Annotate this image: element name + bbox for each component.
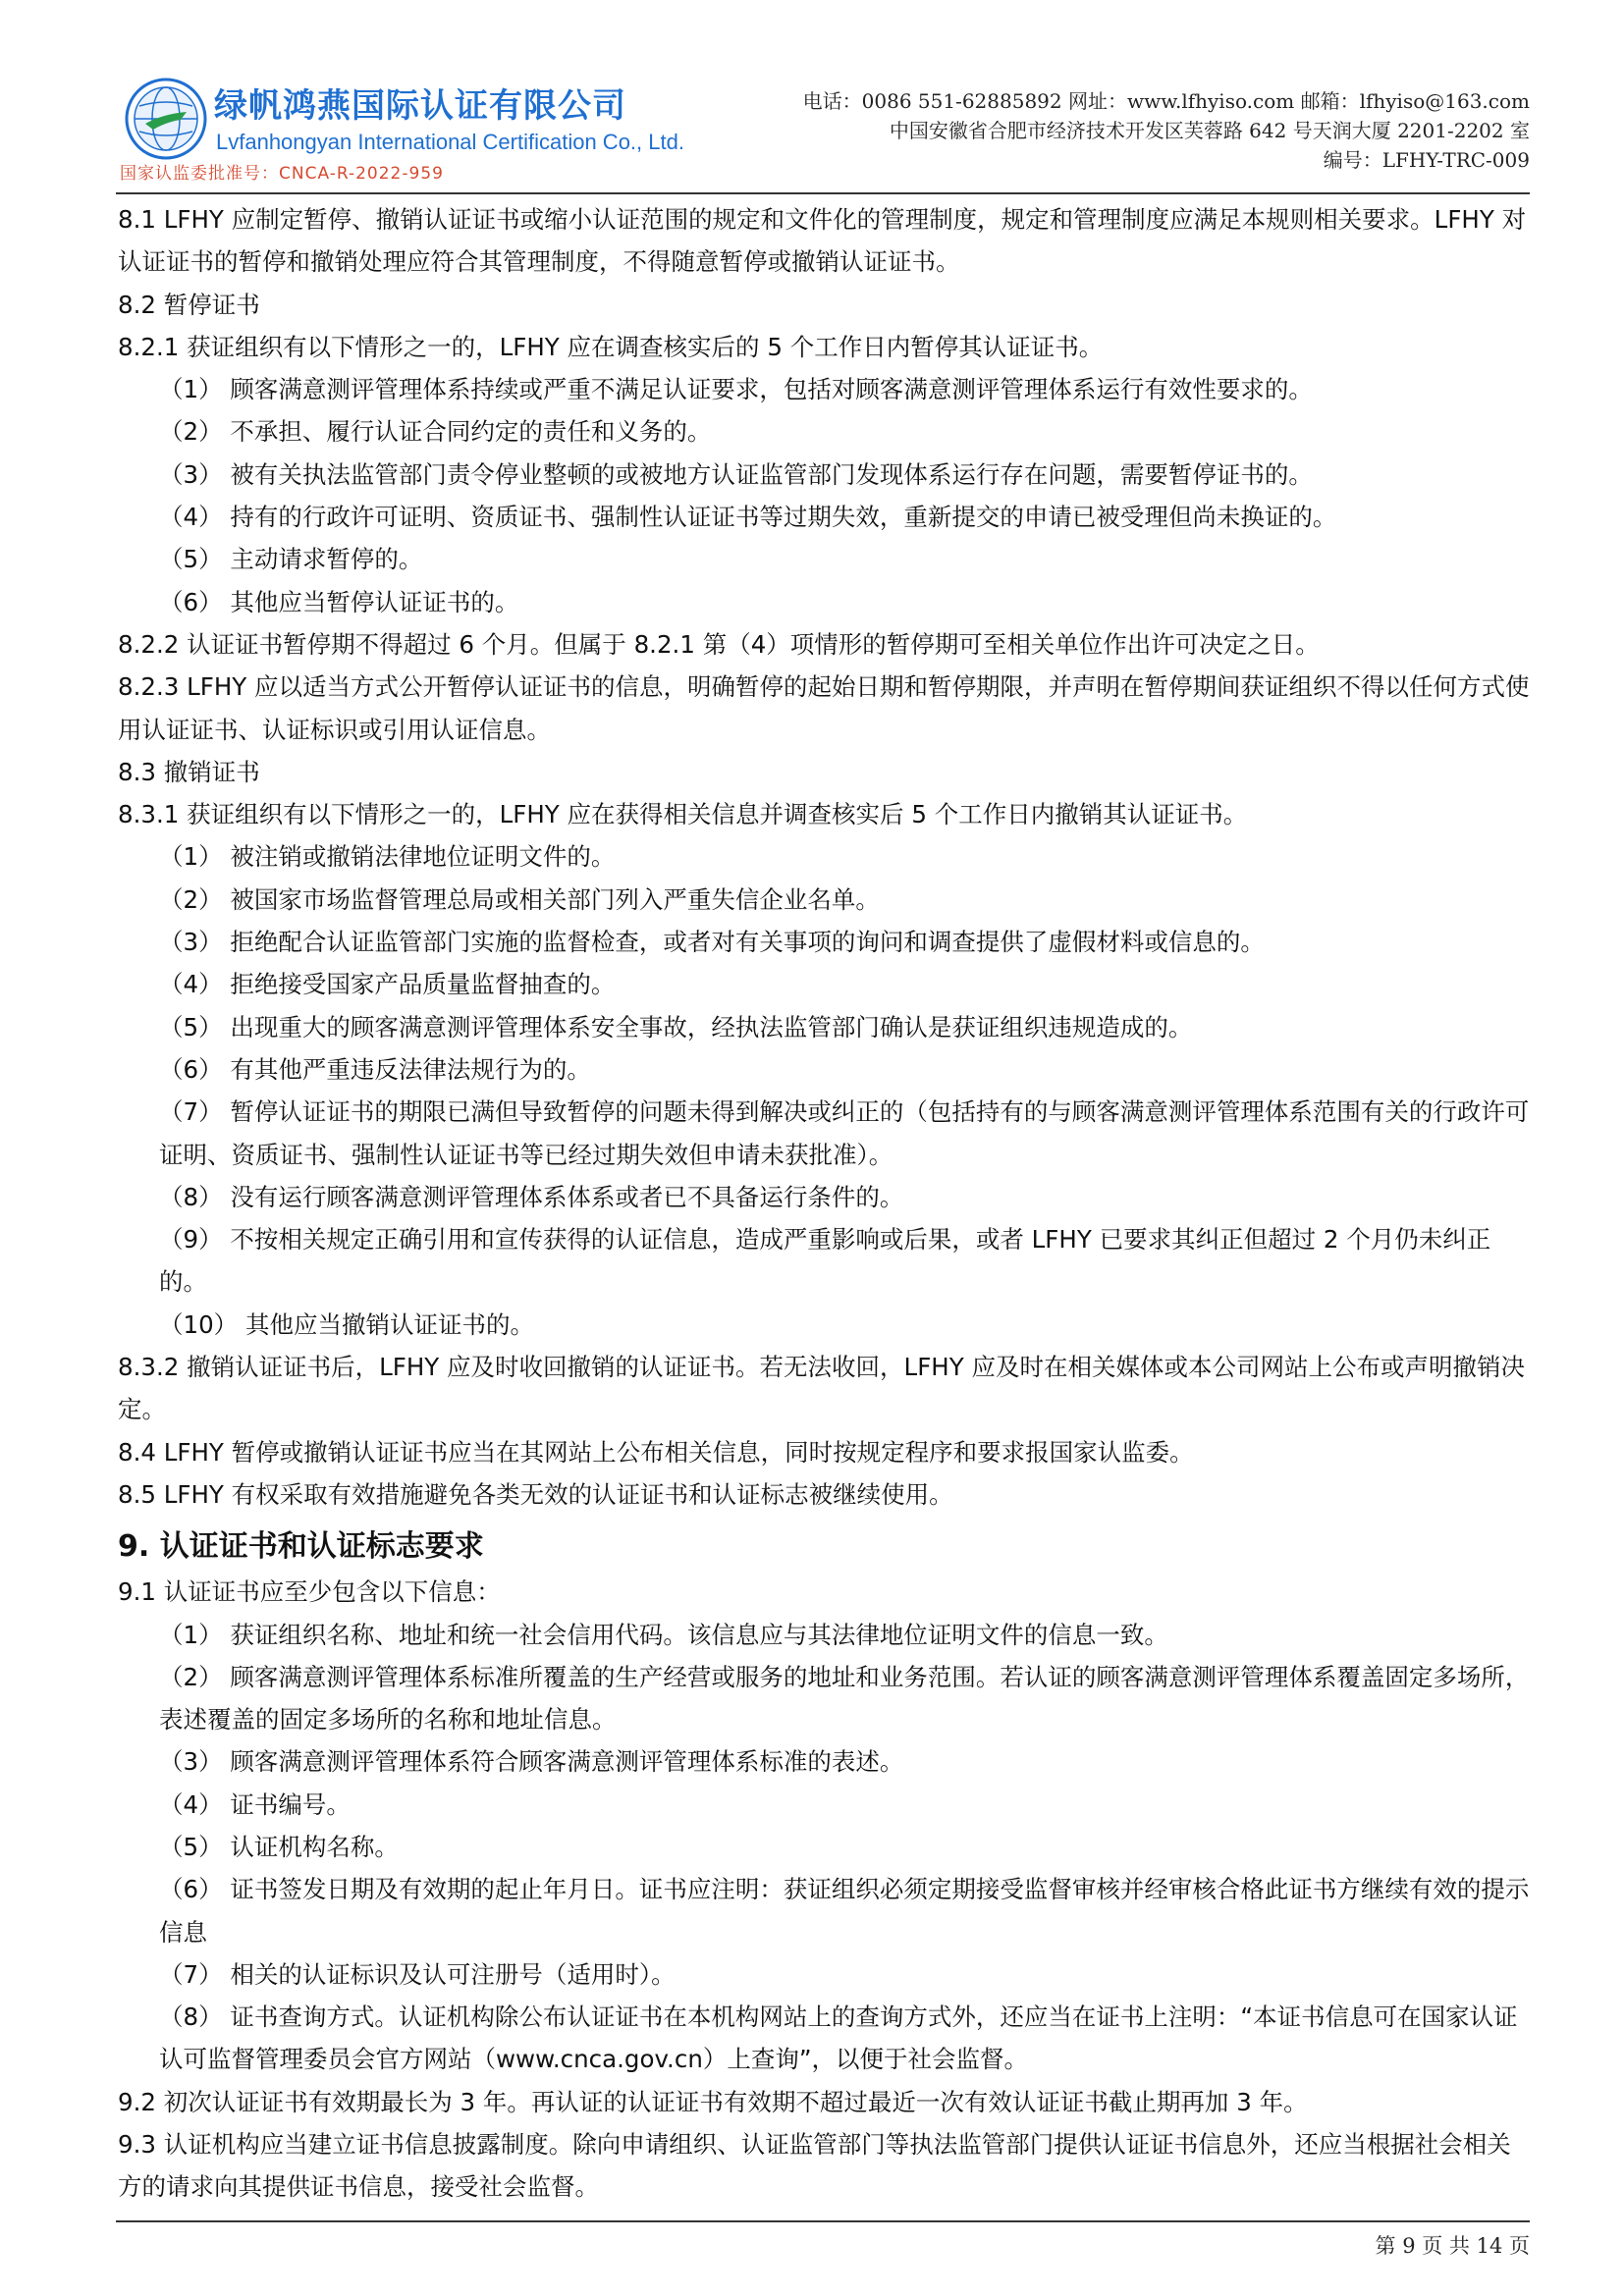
paragraph-8-4: 8.4 LFHY 暂停或撤销认证证书应当在其网站上公布相关信息，同时按规定程序和要求报国家认监委。 bbox=[118, 1437, 1194, 1467]
list-item: （5） 出现重大的顾客满意测评管理体系安全事故，经执法监管部门确认是获证组织违规造成的。 bbox=[159, 1012, 1193, 1041]
list-item: （10） 其他应当撤销认证证书的。 bbox=[159, 1309, 534, 1339]
approval-number: 国家认监委批准号：CNCA-R-2022-959 bbox=[120, 164, 444, 184]
list-item: （6） 其他应当暂停认证证书的。 bbox=[159, 587, 519, 616]
list-item: （4） 持有的行政许可证明、资质证书、强制性认证证书等过期失效，重新提交的申请已被受理但尚未换证的。 bbox=[159, 503, 1337, 532]
paragraph-9-1: 9.1 认证证书应至少包含以下信息： bbox=[118, 1577, 501, 1607]
list-item: （7） 相关的认证标识及认可注册号（适用时）。 bbox=[159, 1959, 676, 1989]
paragraph-8-3-2: 8.3.2 撤销认证证书后，LFHY 应及时收回撤销的认证证书。若无法收回，LFHY 应及时在相关媒体或本公司网站上公布或声明撤销决定。 bbox=[118, 1353, 1525, 1424]
list-item: （1） 被注销或撤销法律地位证明文件的。 bbox=[159, 842, 616, 872]
page-header bbox=[116, 69, 1530, 185]
contact-line-address: 中国安徽省合肥市经济技术开发区芙蓉路 642 号天润大厦 2201-2202 室 bbox=[889, 119, 1530, 142]
section-heading-9: 9. 认证证书和认证标志要求 bbox=[118, 1529, 484, 1565]
list-item: （3） 被有关执法监管部门责令停业整顿的或被地方认证监管部门发现体系运行存在问题，需要暂停证书的。 bbox=[159, 459, 1313, 489]
list-item: （5） 认证机构名称。 bbox=[159, 1832, 399, 1861]
heading-8-3: 8.3 撤销证书 bbox=[118, 757, 260, 786]
document-body bbox=[118, 198, 1530, 2209]
list-item: （6） 证书签发日期及有效期的起止年月日。证书应注明：获证组织必须定期接受监督审核并经审核合格此证书方继续有效的提示信息 bbox=[159, 1875, 1530, 1947]
globe-logo-icon bbox=[124, 77, 208, 161]
contact-line-phone-web-email: 电话：0086 551-62885892 网址：www.lfhyiso.com 邮箱：lfhyiso@163.com bbox=[802, 89, 1530, 113]
paragraph-9-3: 9.3 认证机构应当建立证书信息披露制度。除向申请组织、认证监管部门等执法监管部门提供认证证书信息外，还应当根据社会相关方的请求向其提供证书信息，接受社会监督。 bbox=[118, 2130, 1511, 2202]
list-item: （2） 顾客满意测评管理体系标准所覆盖的生产经营或服务的地址和业务范围。若认证的顾客满意测评管理体系覆盖固定多场所，表述覆盖的固定多场所的名称和地址信息。 bbox=[159, 1662, 1530, 1735]
paragraph-8-5: 8.5 LFHY 有权采取有效措施避免各类无效的认证证书和认证标志被继续使用。 bbox=[118, 1479, 953, 1509]
paragraph-8-2-3: 8.2.3 LFHY 应以适当方式公开暂停认证证书的信息，明确暂停的起始日期和暂停期限，并声明在暂停期间获证组织不得以任何方式使用认证证书、认证标识或引用认证信息。 bbox=[118, 672, 1530, 744]
page-number: 第 9 页 共 14 页 bbox=[1375, 2234, 1530, 2258]
list-item: （2） 被国家市场监督管理总局或相关部门列入严重失信企业名单。 bbox=[159, 884, 880, 914]
list-item: （1） 获证组织名称、地址和统一社会信用代码。该信息应与其法律地位证明文件的信息一致。 bbox=[159, 1620, 1168, 1649]
paragraph-8-2-2: 8.2.2 认证证书暂停期不得超过 6 个月。但属于 8.2.1 第（4）项情形的暂停期可至相关单位作出许可决定之日。 bbox=[118, 629, 1320, 659]
list-item: （9） 不按相关规定正确引用和宣传获得的认证信息，造成严重影响或后果，或者 LFHY 已要求其纠正但超过 2 个月仍未纠正的。 bbox=[159, 1225, 1491, 1297]
list-item: （5） 主动请求暂停的。 bbox=[159, 545, 423, 574]
paragraph-8-3-1: 8.3.1 获证组织有以下情形之一的，LFHY 应在获得相关信息并调查核实后 5 个工作日内撤销其认证证书。 bbox=[118, 800, 1248, 829]
heading-8-2: 8.2 暂停证书 bbox=[118, 290, 260, 319]
list-item: （3） 拒绝配合认证监管部门实施的监督检查，或者对有关事项的询问和调查提供了虚假材料或信息的。 bbox=[159, 928, 1265, 957]
list-item: （7） 暂停认证证书的期限已满但导致暂停的问题未得到解决或纠正的（包括持有的与顾客满意测评管理体系范围有关的行政许可证明、资质证书、强制性认证证书等已经过期失效但申请未获批准）。 bbox=[159, 1097, 1530, 1169]
list-item: （3） 顾客满意测评管理体系符合顾客满意测评管理体系标准的表述。 bbox=[159, 1747, 904, 1777]
list-item: （4） 拒绝接受国家产品质量监督抽查的。 bbox=[159, 970, 616, 999]
contact-info bbox=[803, 86, 1530, 175]
header-divider bbox=[116, 192, 1530, 194]
footer-divider bbox=[116, 2220, 1530, 2222]
list-item: （6） 有其他严重违反法律法规行为的。 bbox=[159, 1054, 591, 1084]
paragraph-8-2-1: 8.2.1 获证组织有以下情形之一的，LFHY 应在调查核实后的 5 个工作日内暂停其认证证书。 bbox=[118, 332, 1104, 361]
paragraph-9-2: 9.2 初次认证证书有效期最长为 3 年。再认证的认证证书有效期不超过最近一次有效认证证书截止期再加 3 年。 bbox=[118, 2087, 1308, 2116]
list-item: （8） 没有运行顾客满意测评管理体系体系或者已不具备运行条件的。 bbox=[159, 1182, 904, 1211]
list-item: （8） 证书查询方式。认证机构除公布认证证书在本机构网站上的查询方式外，还应当在证书上注明：“本证书信息可在国家认证认可监督管理委员会官方网站（www.cnca.gov.cn）上查询”，以便于社会监督。 bbox=[159, 2002, 1518, 2074]
list-item: （1） 顾客满意测评管理体系持续或严重不满足认证要求，包括对顾客满意测评管理体系运行有效性要求的。 bbox=[159, 375, 1313, 404]
company-name-cn: 绿帆鸿燕国际认证有限公司 bbox=[214, 86, 626, 126]
list-item: （2） 不承担、履行认证合同约定的责任和义务的。 bbox=[159, 417, 712, 447]
document-number: 编号：LFHY-TRC-009 bbox=[1323, 148, 1530, 172]
company-name-en: Lvfanhongyan International Certification Co., Ltd. bbox=[216, 130, 684, 154]
paragraph-8-1: 8.1 LFHY 应制定暂停、撤销认证证书或缩小认证范围的规定和文件化的管理制度，规定和管理制度应满足本规则相关要求。LFHY 对认证证书的暂停和撤销处理应符合其管理制度，不得随意暂停或撤销认证证书。 bbox=[118, 205, 1527, 277]
list-item: （4） 证书编号。 bbox=[159, 1789, 351, 1819]
